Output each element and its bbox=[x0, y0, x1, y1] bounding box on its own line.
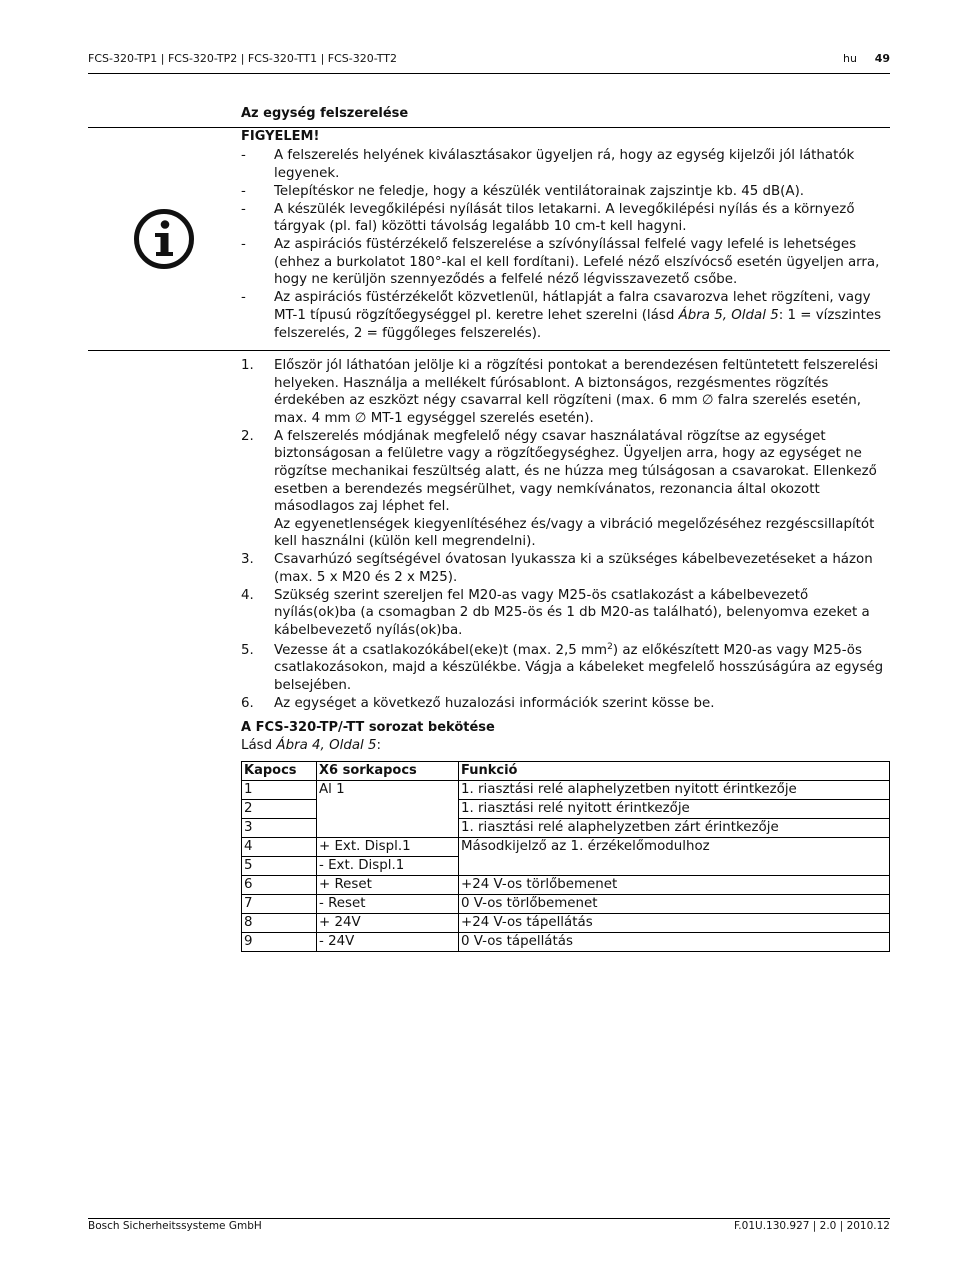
cell-sorkapocs: - 24V bbox=[317, 933, 459, 952]
page-footer bbox=[88, 1220, 890, 1232]
step-number: 4. bbox=[241, 587, 254, 603]
superscript: 2 bbox=[607, 641, 613, 652]
table-header-row bbox=[242, 762, 890, 781]
step-number: 1. bbox=[241, 358, 254, 373]
step-item bbox=[241, 642, 891, 695]
see-prefix: Lásd bbox=[241, 737, 277, 753]
step-item bbox=[241, 357, 891, 427]
wiring-reference bbox=[241, 737, 891, 755]
header-models: FCS-320-TP1 | FCS-320-TP2 | FCS-320-TT1 | FCS-320-TT2 bbox=[88, 52, 397, 65]
notice-box bbox=[241, 129, 891, 342]
notice-top-rule bbox=[88, 127, 890, 128]
cell-funkcio: 1. riasztási relé nyitott érintkezője bbox=[459, 800, 890, 819]
notice-item bbox=[241, 289, 891, 342]
header-rule bbox=[88, 73, 890, 74]
step-number: 5. bbox=[241, 642, 254, 658]
notice-item bbox=[241, 236, 891, 289]
bullet-marker: - bbox=[241, 201, 246, 217]
see-suffix: : bbox=[376, 737, 382, 753]
cell-sorkapocs: - Reset bbox=[317, 895, 459, 914]
step-text-end: ) az előkészített M20-as vagy M25-ös csatlakozásokon, majd a készülékbe. Vágja a kábeleket megfelelő hosszúságúra az egység belsejében. bbox=[274, 642, 884, 693]
notice-item-text-start: Az aspirációs füstérzékelőt közvetlenül, hátlapját a falra csavarozva lehet rögzíteni, vagy MT-1 típusú rögzítőegységgel pl. keretre lehet szerelni (lásd bbox=[274, 290, 871, 323]
section-title: Az egység felszerelése bbox=[241, 106, 409, 121]
cell-sorkapocs: Al 1 bbox=[317, 781, 459, 838]
notice-item bbox=[241, 147, 891, 182]
footer-docref: F.01U.130.927 | 2.0 | 2010.12 bbox=[733, 1220, 890, 1232]
header-kapocs: Kapocs bbox=[242, 762, 317, 781]
table-row bbox=[242, 933, 890, 952]
bullet-marker: - bbox=[241, 148, 246, 163]
step-note: Az egyenetlenségek kiegyenlítéséhez és/vagy a vibráció megelőzéséhez rezgéscsillapítót kell használni (külön kell megrendelni). bbox=[274, 516, 875, 550]
figure-reference: Ábra 4, Oldal 5 bbox=[276, 737, 377, 753]
table-row bbox=[242, 895, 890, 914]
installation-steps bbox=[241, 357, 891, 713]
cell-sorkapocs: + Ext. Displ.1 bbox=[317, 838, 459, 857]
info-icon bbox=[133, 208, 195, 270]
terminal-table bbox=[241, 761, 890, 952]
step-number: 6. bbox=[241, 695, 254, 711]
notice-item bbox=[241, 183, 891, 201]
step-text-start: Vezesse át a csatlakozókábel(eke)t (max. 2,5 mm bbox=[274, 642, 608, 658]
cell-sorkapocs: + 24V bbox=[317, 914, 459, 933]
bullet-marker: - bbox=[241, 183, 246, 199]
step-text: Szükség szerint szereljen fel M20-as vagy M25-ös csatlakozást a kábelbevezető nyílás(ok)ba (a csomagban 2 db M25-ös és 1 db M20-as található), belenyomva ezeket a kábelbevezető nyílás(ok)ba. bbox=[274, 587, 870, 639]
step-text: Csavarhúzó segítségével óvatosan lyukassza ki a szükséges kábelbevezetéseket a házon (max. 5 x M20 és 2 x M25). bbox=[274, 552, 873, 585]
notice-item-text: A készülék levegőkilépési nyílását tilos letakarni. A levegőkilépési nyílás és a környező tárgyak (pl. fal) közötti távolság legalább 10 cm-t kell hagyni. bbox=[274, 201, 855, 235]
header-sorkapocs: X6 sorkapocs bbox=[317, 762, 459, 781]
step-item bbox=[241, 587, 891, 640]
cell-kapocs: 7 bbox=[242, 895, 317, 914]
notice-item-text: Telepítéskor ne feledje, hogy a készülék ventilátorainak zajszintje kb. 45 dB(A). bbox=[274, 183, 805, 199]
figure-reference: Ábra 5, Oldal 5 bbox=[678, 307, 779, 323]
cell-kapocs: 6 bbox=[242, 876, 317, 895]
notice-item-text bbox=[274, 290, 881, 340]
cell-kapocs: 2 bbox=[242, 800, 317, 819]
cell-kapocs: 8 bbox=[242, 914, 317, 933]
cell-kapocs: 9 bbox=[242, 933, 317, 952]
page-number: 49 bbox=[874, 52, 890, 65]
table-row bbox=[242, 838, 890, 857]
table-row bbox=[242, 876, 890, 895]
cell-funkcio: 1. riasztási relé alaphelyzetben zárt érintkezője bbox=[459, 819, 890, 838]
cell-funkcio: 1. riasztási relé alaphelyzetben nyitott érintkezője bbox=[459, 781, 890, 800]
step-text: Az egységet a következő huzalozási információk szerint kösse be. bbox=[274, 695, 715, 711]
cell-kapocs: 1 bbox=[242, 781, 317, 800]
cell-kapocs: 4 bbox=[242, 838, 317, 857]
notice-item-text: A felszerelés helyének kiválasztásakor ügyeljen rá, hogy az egység kijelzői jól láthatók legyenek. bbox=[274, 148, 855, 181]
cell-funkcio: 0 V-os törlőbemenet bbox=[459, 895, 890, 914]
bullet-marker: - bbox=[241, 237, 246, 253]
cell-funkcio: +24 V-os törlőbemenet bbox=[459, 876, 890, 895]
cell-kapocs: 5 bbox=[242, 857, 317, 876]
step-text: A felszerelés módjának megfelelő négy csavar használatával rögzítse az egységet biztonságosan a felületre vagy a rögzítőegységhez. Ügyeljen arra, hogy az egységet ne rögzítse mechanikai feszültség alatt, és ne húzza meg túlságosan a csavarokat. Ellenkező esetben a berendezés megsérülhet, vagy nemkívánatos, rezonancia által okozott másodlagos zaj léphet fel. bbox=[274, 428, 877, 515]
step-number: 2. bbox=[241, 428, 254, 444]
wiring-section bbox=[241, 719, 891, 754]
step-item bbox=[241, 551, 891, 586]
table-row bbox=[242, 781, 890, 800]
footer-company: Bosch Sicherheitssysteme GmbH bbox=[88, 1220, 262, 1232]
cell-funkcio: +24 V-os tápellátás bbox=[459, 914, 890, 933]
cell-sorkapocs: + Reset bbox=[317, 876, 459, 895]
cell-funkcio: Másodkijelző az 1. érzékelőmodulhoz bbox=[459, 838, 890, 876]
step-number: 3. bbox=[241, 552, 254, 568]
notice-item-text: Az aspirációs füstérzékelő felszerelése a szívónyílással felfelé vagy lefelé is lehetséges (ehhez a burkolatot 180°-kal el kell fordítani). Lefelé néző elszívócső esetén ügyeljen arra, hogy ne kerüljön szennyeződés a felfelé néző légvisszavezető csőbe. bbox=[274, 237, 880, 288]
cell-funkcio: 0 V-os tápellátás bbox=[459, 933, 890, 952]
notice-bottom-rule bbox=[88, 350, 890, 351]
cell-sorkapocs: - Ext. Displ.1 bbox=[317, 857, 459, 876]
header-language: hu bbox=[843, 52, 857, 65]
step-item bbox=[241, 695, 891, 713]
step-text: Először jól láthatóan jelölje ki a rögzítési pontokat a berendezésen feltüntetett felszerelési helyeken. Használja a mellékelt fúrósablont. A biztonságos, rezgésmentes rögzítés érdekében az eszközt négy csavarral kell rögzíteni (max. 6 mm ∅ falra szerelés esetén, max. 4 mm ∅ MT-1 egységgel szerelés esetén). bbox=[274, 358, 879, 426]
page-header bbox=[88, 52, 890, 65]
wiring-title: A FCS-320-TP/-TT sorozat bekötése bbox=[241, 720, 495, 735]
step-text bbox=[274, 642, 891, 695]
notice-item bbox=[241, 201, 891, 236]
bullet-marker: - bbox=[241, 290, 246, 306]
header-funkcio: Funkció bbox=[459, 762, 890, 781]
table-row bbox=[242, 914, 890, 933]
notice-title: FIGYELEM! bbox=[241, 129, 320, 144]
cell-kapocs: 3 bbox=[242, 819, 317, 838]
footer-rule bbox=[88, 1218, 890, 1219]
notice-item-text-end: : 1 = vízszintes felszerelés, 2 = függőleges felszerelés). bbox=[274, 307, 882, 341]
step-item bbox=[241, 428, 891, 551]
